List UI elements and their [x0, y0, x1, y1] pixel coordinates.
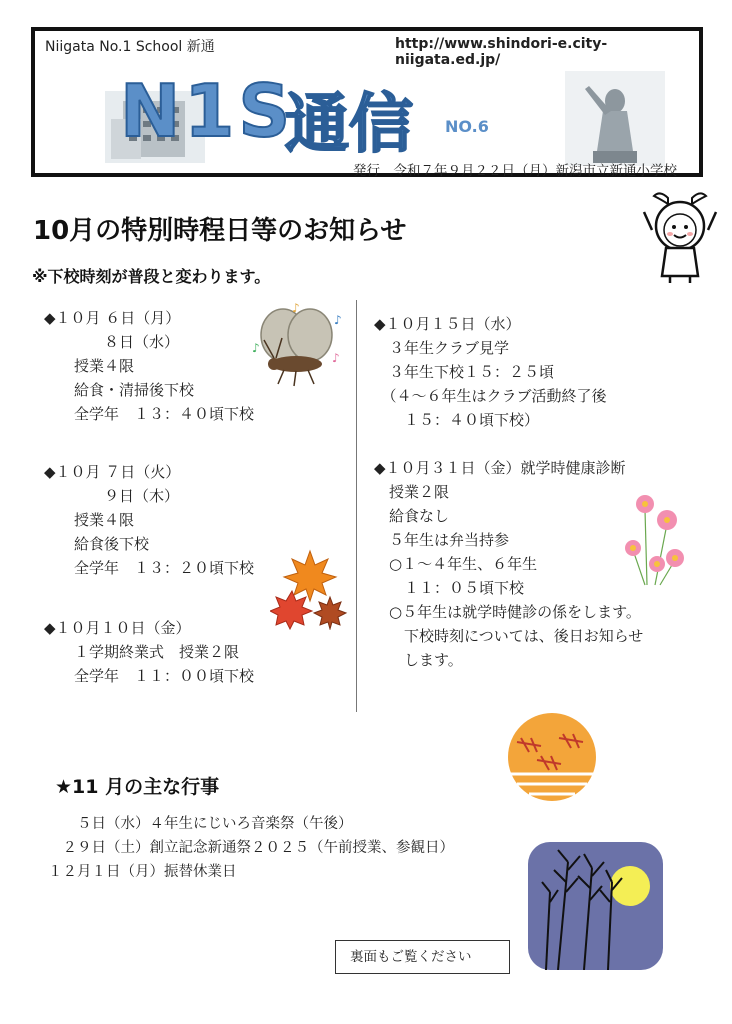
- november-events-list: [48, 812, 454, 884]
- maple-leaves-illustration: [270, 545, 350, 630]
- event-item: ２９日（土）創立記念新通祭２０２５（午前授業、参観日）: [48, 840, 454, 856]
- moon-pampas-grass-illustration: [528, 842, 663, 970]
- schedule-line: ３年生下校１５：２５頃: [374, 363, 555, 381]
- schedule-block-oct15: [374, 312, 704, 432]
- schedule-line: 給食なし: [374, 507, 450, 525]
- schedule-line: １学期終業式 授業２限: [44, 643, 240, 661]
- column-divider: [356, 300, 357, 712]
- publish-info: 発行 令和７年９月２２日（月）新潟市立新通小学校: [353, 163, 677, 179]
- notice-subtitle: ※下校時刻が普段と変わります。: [32, 267, 271, 286]
- schedule-line: 授業４限: [44, 357, 135, 375]
- schedule-line: ◆１０月１０日（金）: [44, 619, 191, 637]
- event-item: １２月１日（月）振替休業日: [48, 864, 237, 880]
- svg-text:♪: ♪: [334, 313, 342, 327]
- schedule-line: 授業４限: [44, 511, 135, 529]
- logo-n1s: N1S: [120, 69, 295, 153]
- schedule-line: ◆１０月３１日（金）就学時健康診断: [374, 459, 626, 477]
- schedule-line: （４～６年生はクラブ活動終了後: [374, 387, 607, 405]
- cosmos-flowers-illustration: [605, 490, 695, 590]
- statue-photo: [565, 71, 665, 166]
- mascot-illustration: [640, 190, 720, 285]
- schedule-line: 授業２限: [374, 483, 450, 501]
- see-back-note: 裏面もご覧ください: [335, 940, 510, 974]
- cricket-illustration: [248, 300, 348, 390]
- schedule-line: します。: [374, 651, 463, 669]
- svg-text:♪: ♪: [332, 351, 340, 365]
- schedule-line: 下校時刻については、後日お知らせ: [374, 627, 644, 645]
- schedule-line: ８日（水）: [44, 333, 180, 351]
- notice-title: 10月の特別時程日等のお知らせ: [33, 216, 407, 246]
- schedule-line: ○１～４年生、６年生: [374, 555, 538, 573]
- issue-number: NO.6: [445, 117, 489, 136]
- schedule-line: ◆１０月１５日（水）: [374, 315, 521, 333]
- schedule-line: 全学年 １３：２０頃下校: [44, 559, 255, 577]
- schedule-line: ５年生は弁当持参: [374, 531, 510, 549]
- schedule-line: ９日（木）: [44, 487, 180, 505]
- schedule-line: ３年生クラブ見学: [374, 339, 510, 357]
- school-name: Niigata No.1 School 新通: [45, 39, 215, 55]
- schedule-line: 給食後下校: [44, 535, 150, 553]
- newsletter-header: [31, 27, 703, 177]
- school-url-link[interactable]: http://www.shindori-e.city-niigata.ed.jp/: [395, 36, 608, 68]
- sunset-dragonflies-illustration: [497, 712, 607, 807]
- schedule-line: １１：０５頃下校: [374, 579, 525, 597]
- svg-text:♪: ♪: [292, 301, 300, 315]
- svg-text:♪: ♪: [252, 341, 260, 355]
- schedule-line: 給食・清掃後下校: [44, 381, 195, 399]
- schedule-line: １５：４０頃下校）: [374, 411, 540, 429]
- event-item: ５日（水）４年生にじいろ音楽祭（午後）: [48, 816, 353, 832]
- schedule-line: 全学年 １１：００頃下校: [44, 667, 255, 685]
- november-events-title: ★11 月の主な行事: [55, 776, 220, 798]
- schedule-line: ○５年生は就学時健診の係をします。: [374, 603, 641, 621]
- schedule-line: ◆１０月 ７日（火）: [44, 463, 181, 481]
- logo-tsushin: 通信: [285, 88, 413, 162]
- schedule-line: 全学年 １３：４０頃下校: [44, 405, 255, 423]
- schedule-line: ◆１０月 ６日（月）: [44, 309, 181, 327]
